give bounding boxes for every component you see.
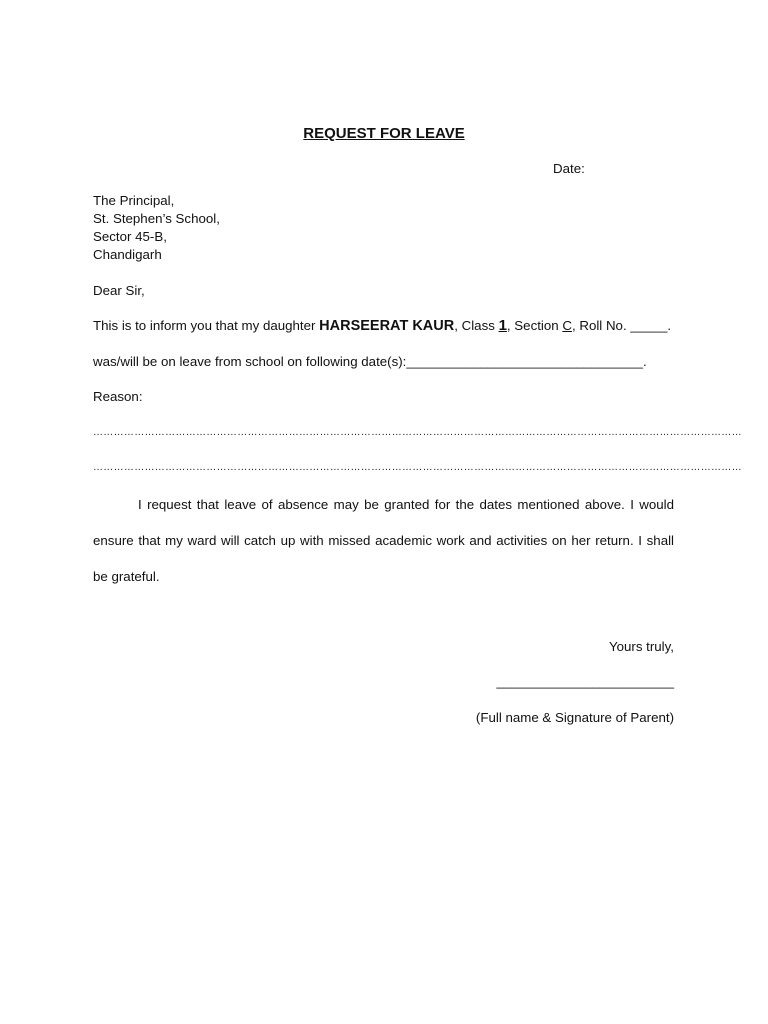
section-value: C [562, 318, 572, 333]
reason-label: Reason: [93, 389, 143, 404]
address-line-principal: The Principal, [93, 193, 175, 208]
document-title: REQUEST FOR LEAVE [303, 125, 465, 142]
leave-dates-line: was/will be on leave from school on following date(s):________________________________. [93, 354, 647, 369]
request-paragraph [93, 487, 674, 595]
request-paragraph-text: I request that leave of absence may be granted for the dates mentioned above. I would ensure that my ward will catch up with missed academic work and activities on her return. I shall be grateful. [93, 497, 674, 584]
reason-dotted-line-1: ……………………………………………………………………………………………………………………………………………………………………… [93, 427, 742, 438]
date-label: Date: [553, 161, 585, 176]
class-value: 1 [498, 317, 507, 334]
inform-line [93, 318, 671, 334]
salutation: Dear Sir, [93, 283, 145, 298]
inform-prefix: This is to inform you that my daughter [93, 318, 320, 333]
section-label: , Section [506, 318, 563, 333]
roll-label: , Roll No. [571, 318, 631, 333]
student-name: HARSEERAT KAUR [319, 318, 455, 334]
signature-line: ________________________ [496, 674, 674, 689]
reason-dotted-line-2: ……………………………………………………………………………………………………………………………………………………………………… [93, 462, 742, 473]
closing: Yours truly, [608, 639, 674, 654]
signature-caption: (Full name & Signature of Parent) [475, 710, 674, 725]
roll-number-blank: _____. [630, 318, 672, 333]
address-line-school: St. Stephen’s School, [93, 211, 220, 226]
address-line-city: Chandigarh [93, 247, 162, 262]
address-line-sector: Sector 45-B, [93, 229, 167, 244]
class-label: , Class [454, 318, 499, 333]
